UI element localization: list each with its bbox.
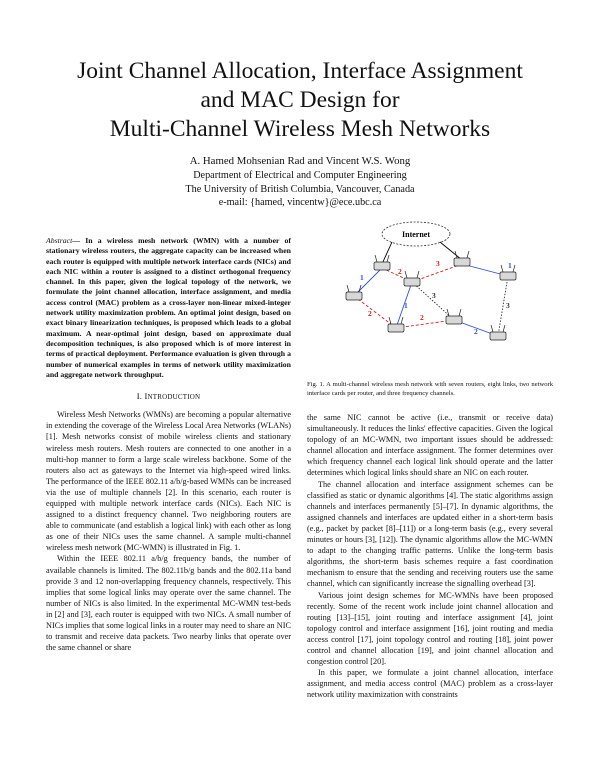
abstract-label: Abstract <box>46 236 73 245</box>
wireless-link <box>396 320 454 328</box>
router-icon <box>490 325 506 340</box>
network-diagram-svg <box>312 216 548 372</box>
title-line: Multi-Channel Wireless Mesh Networks <box>109 116 491 142</box>
paper-title <box>40 57 560 144</box>
section-initial: I <box>144 391 148 402</box>
author-names: A. Hamed Mohsenian Rad and Vincent W.S. Wong <box>189 155 411 167</box>
abstract <box>46 236 291 380</box>
affiliation-university: The University of British Columbia, Vancouver, Canada <box>185 183 415 195</box>
wireless-link <box>412 282 454 320</box>
body-paragraph: Wireless Mesh Networks (WMNs) are becoming a popular alternative in extending the coverage of the Wireless Local Area Networks (WLANs) [1]. Mesh networks consist of mobile wireless clients and stationary wireless mesh routers. Mesh routers are connected to one another in a multi-hop manner to form a large scale wireless backbone. Some of the routers also act as gateways to the Internet via high-speed wired links. The performance of the IEEE 802.11 a/b/g-based WMNs can be increased via the use of multiple channels [2]. In this scenario, each router is equipped with multiple network interface cards (NICs). Each NIC is assigned to a distinct frequency channel. Two neighboring routers are able to communicate (and establish a logical link) with each other as long as one of their NICs uses the same channel. A sample multi-channel wireless mesh network (MC-WMN) is illustrated in Fig. 1. <box>46 410 291 553</box>
link-label: 3 <box>506 301 510 310</box>
link-label: 2 <box>368 309 372 318</box>
title-line: and MAC Design for <box>200 87 400 113</box>
title-line: Joint Channel Allocation, Interface Assignment <box>77 58 523 84</box>
link-label: 1 <box>404 301 408 310</box>
wireless-link <box>354 296 396 328</box>
section-title-rest: NTRODUCTION <box>147 393 201 402</box>
internet-label: Internet <box>402 230 430 239</box>
link-label: 1 <box>360 273 364 282</box>
link-label: 2 <box>398 267 402 276</box>
author-block <box>40 155 560 210</box>
section-numeral: I. <box>136 391 143 402</box>
body-paragraph: the same NIC cannot be active (i.e., transmit or receive data) simultaneously. It reduces the links' effective capacities. Given the logical topology of an MC-WMN, two important issues should be addressed: channel allocation and interface assignment. The former determines over which frequency channel each logical link should operate and the latter determines which logical links should share an NIC on each router. <box>307 413 553 478</box>
router-icon <box>446 309 462 324</box>
body-paragraph: The channel allocation and interface assignment schemes can be classified as static or dynamic algorithms [4]. The static algorithms assign channels and interfaces permanently [5]–[7]. In dynamic algorithms, the assigned channels and interfaces are updated either in a short-term basis (e.g., packet by packet [8]–[11]) or a long-term basis (e.g., every several minutes or hours [3], [12]). The dynamic algorithms allow the MC-WMN to adapt to the changing traffic patterns. Unlike the long-term basis algorithms, the short-term basis schemes require a fast coordination mechanism to ensure that the sending and receiving routers use the same channel, which can significantly increase the signalling overhead [3]. <box>307 479 553 589</box>
link-label: 3 <box>436 259 440 268</box>
router-icon <box>454 251 470 266</box>
router-icon <box>374 255 390 270</box>
body-paragraph: Various joint design schemes for MC-WMNs have been proposed recently. Some of the recent work include joint channel allocation and routing [13]–[15], joint routing and interface assignment [4], joint topology control and interface assignment [16], joint routing and media access control [17], joint topology control and routing [18], joint power control and channel allocation [19], and joint channel allocation and congestion control [20]. <box>307 590 553 667</box>
wired-link <box>440 242 462 260</box>
figure-caption: Fig. 1. A multi-channel wireless mesh network with seven routers, eight links, two network interface cards per router, and three frequency channels. <box>307 381 553 397</box>
author-email: e-mail: {hamed, vincentw}@ece.ubc.ca <box>218 197 382 209</box>
link-label: 2 <box>420 313 424 322</box>
left-column <box>46 236 291 653</box>
link-label: 1 <box>508 261 512 270</box>
body-paragraph: In this paper, we formulate a joint channel allocation, interface assignment, and media access control (MAC) problem as a cross-layer network utility maximization with constraints <box>307 668 553 700</box>
right-column <box>307 412 553 700</box>
affiliation-department: Department of Electrical and Computer Engineering <box>193 170 407 182</box>
router-icon <box>404 271 420 286</box>
router-icon <box>388 317 404 332</box>
link-label: 2 <box>474 327 478 336</box>
link-label: 3 <box>432 291 436 300</box>
router-icon <box>346 285 362 300</box>
wired-link <box>382 242 392 264</box>
body-paragraph: Within the IEEE 802.11 a/b/g frequency bands, the number of available channels is limited. The 802.11b/g bands and the 802.11a band provide 3 and 12 non-overlapping frequency channels, respectively. This implies that some logical links may operate over the same channel. The number of NICs is also limited. In the experimental MC-WMN test-beds in [2] and [3], each router is equipped with two NICs. A small number of NICs implies that some logical links in a router may need to share an NIC to transmit and receive data packets. Two nearby links that operate over the same channel or share <box>46 554 291 653</box>
abstract-text: — In a wireless mesh network (WMN) with a number of stationary wireless routers, the aggregate capacity can be increased when each router is equipped with multiple network interface cards (NICs) and each NIC within a router is assigned to a distinct orthogonal frequency channel. In this paper, given the logical topology of the network, we formulate the joint channel allocation, interface assignment, and media access control (MAC) problem as a cross-layer non-linear mixed-integer network utility maximization problem. An optimal joint design, based on exact binary linearization techniques, is proposed which leads to a global maximum. A near-optimal joint design, based on approximate dual decomposition techniques, is also proposed which is of more interest in terms of practical deployment. Performance evaluation is given through a number of numerical examples in terms of network utility maximization and aggregate network throughput. <box>46 236 291 379</box>
figure-network-diagram <box>312 216 548 372</box>
section-heading-introduction <box>46 391 291 403</box>
